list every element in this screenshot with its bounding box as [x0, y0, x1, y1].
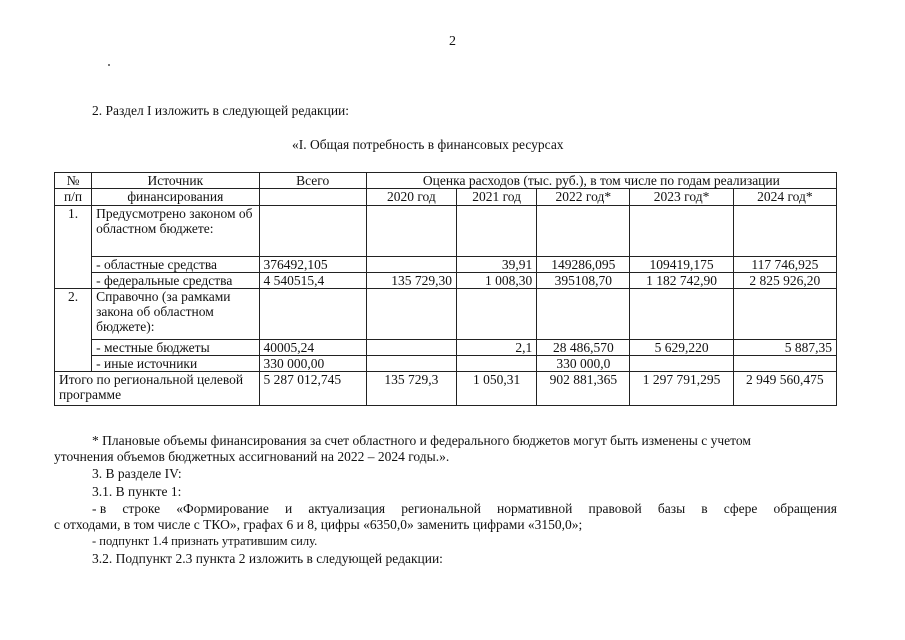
- cell-total: 40005,24: [259, 340, 366, 356]
- cell-total: 4 540515,4: [259, 273, 366, 289]
- total-cell-2023: 1 297 791,295: [630, 372, 733, 406]
- justified-words: [92, 501, 837, 517]
- header-year-2021: 2021 год: [457, 189, 537, 206]
- word: региональной: [401, 501, 481, 516]
- header-source: Источник: [92, 173, 259, 189]
- word: в: [701, 501, 708, 516]
- cell-2021: 2,1: [457, 340, 537, 356]
- cell-2020: 135 729,30: [366, 273, 456, 289]
- section1-title: Предусмотрено законом об областном бюджете:: [92, 206, 259, 257]
- word: актуализация: [308, 501, 386, 516]
- word: сфере: [723, 501, 758, 516]
- word: «Формирование: [176, 501, 269, 516]
- header-total-cont: [259, 189, 366, 206]
- header-year-2023: 2023 год*: [630, 189, 733, 206]
- section2-title: Справочно (за рамками закона об областном бюджете):: [92, 289, 259, 340]
- scan-speck: [108, 64, 110, 66]
- table-title: «I. Общая потребность в финансовых ресурсах: [292, 137, 564, 152]
- paragraph-3-1-item-line1: [92, 501, 837, 517]
- cell-2022: 28 486,570: [537, 340, 630, 356]
- header-year-2024: 2024 год*: [733, 189, 836, 206]
- cell-2022: 395108,70: [537, 273, 630, 289]
- cell-2024: [733, 356, 836, 372]
- paragraph-3-1-subitem: - подпункт 1.4 признать утратившим силу.: [92, 534, 318, 548]
- cell-2021: 39,91: [457, 257, 537, 273]
- section2-num: 2.: [55, 289, 92, 340]
- header-year-2020: 2020 год: [366, 189, 456, 206]
- total-cell-total: 5 287 012,745: [259, 372, 366, 406]
- cell-2023: 109419,175: [630, 257, 733, 273]
- header-estimate: Оценка расходов (тыс. руб.), в том числе по годам реализации: [366, 173, 836, 189]
- cell-2023: [630, 356, 733, 372]
- header-num: №: [55, 173, 92, 189]
- total-cell-2024: 2 949 560,475: [733, 372, 836, 406]
- paragraph-3-1: 3.1. В пункте 1:: [92, 484, 182, 499]
- cell-total: 330 000,00: [259, 356, 366, 372]
- cell-2022: 330 000,0: [537, 356, 630, 372]
- total-cell-2020: 135 729,3: [366, 372, 456, 406]
- cell-2020: [366, 257, 456, 273]
- cell-2021: 1 008,30: [457, 273, 537, 289]
- header-source-cont: финансирования: [92, 189, 259, 206]
- paragraph-3-1-item-line2: с отходами, в том числе с ТКО», графах 6 и 8, цифры «6350,0» заменить цифрами «3150,0»;: [54, 517, 583, 532]
- cell-2024: 5 887,35: [733, 340, 836, 356]
- cell-2020: [366, 340, 456, 356]
- cell-total: 376492,105: [259, 257, 366, 273]
- cell-2024: 2 825 926,20: [733, 273, 836, 289]
- footnote-line2: уточнения объемов бюджетных ассигнований на 2022 – 2024 годы.».: [54, 449, 450, 464]
- word: базы: [657, 501, 686, 516]
- word: и: [285, 501, 293, 516]
- header-year-2022: 2022 год*: [537, 189, 630, 206]
- footnote-line1: * Плановые объемы финансирования за счет областного и федерального бюджетов могут быть изменены с учетом: [92, 433, 751, 448]
- cell-2021: [457, 356, 537, 372]
- word: строке: [122, 501, 161, 516]
- word: обращения: [773, 501, 837, 516]
- row-label: - областные средства: [92, 257, 259, 273]
- header-num-cont: п/п: [55, 189, 92, 206]
- cell-2023: 1 182 742,90: [630, 273, 733, 289]
- paragraph-3-2: 3.2. Подпункт 2.3 пункта 2 изложить в следующей редакции:: [92, 551, 443, 566]
- word: правовой: [588, 501, 642, 516]
- row-label: - федеральные средства: [92, 273, 259, 289]
- row-label: - местные бюджеты: [92, 340, 259, 356]
- page-number: 2: [449, 34, 456, 49]
- total-cell-2021: 1 050,31: [457, 372, 537, 406]
- word: нормативной: [497, 501, 573, 516]
- header-total: Всего: [259, 173, 366, 189]
- paragraph-3: 3. В разделе IV:: [92, 466, 182, 481]
- financing-table: [54, 172, 837, 406]
- row-label: - иные источники: [92, 356, 259, 372]
- cell-2022: 149286,095: [537, 257, 630, 273]
- total-row-label: Итого по региональной целевой программе: [55, 372, 260, 406]
- cell-2023: 5 629,220: [630, 340, 733, 356]
- cell-2024: 117 746,925: [733, 257, 836, 273]
- cell-2020: [366, 356, 456, 372]
- section1-num: 1.: [55, 206, 92, 257]
- word: - в: [92, 501, 107, 516]
- total-cell-2022: 902 881,365: [537, 372, 630, 406]
- intro-paragraph: 2. Раздел I изложить в следующей редакции:: [92, 103, 350, 118]
